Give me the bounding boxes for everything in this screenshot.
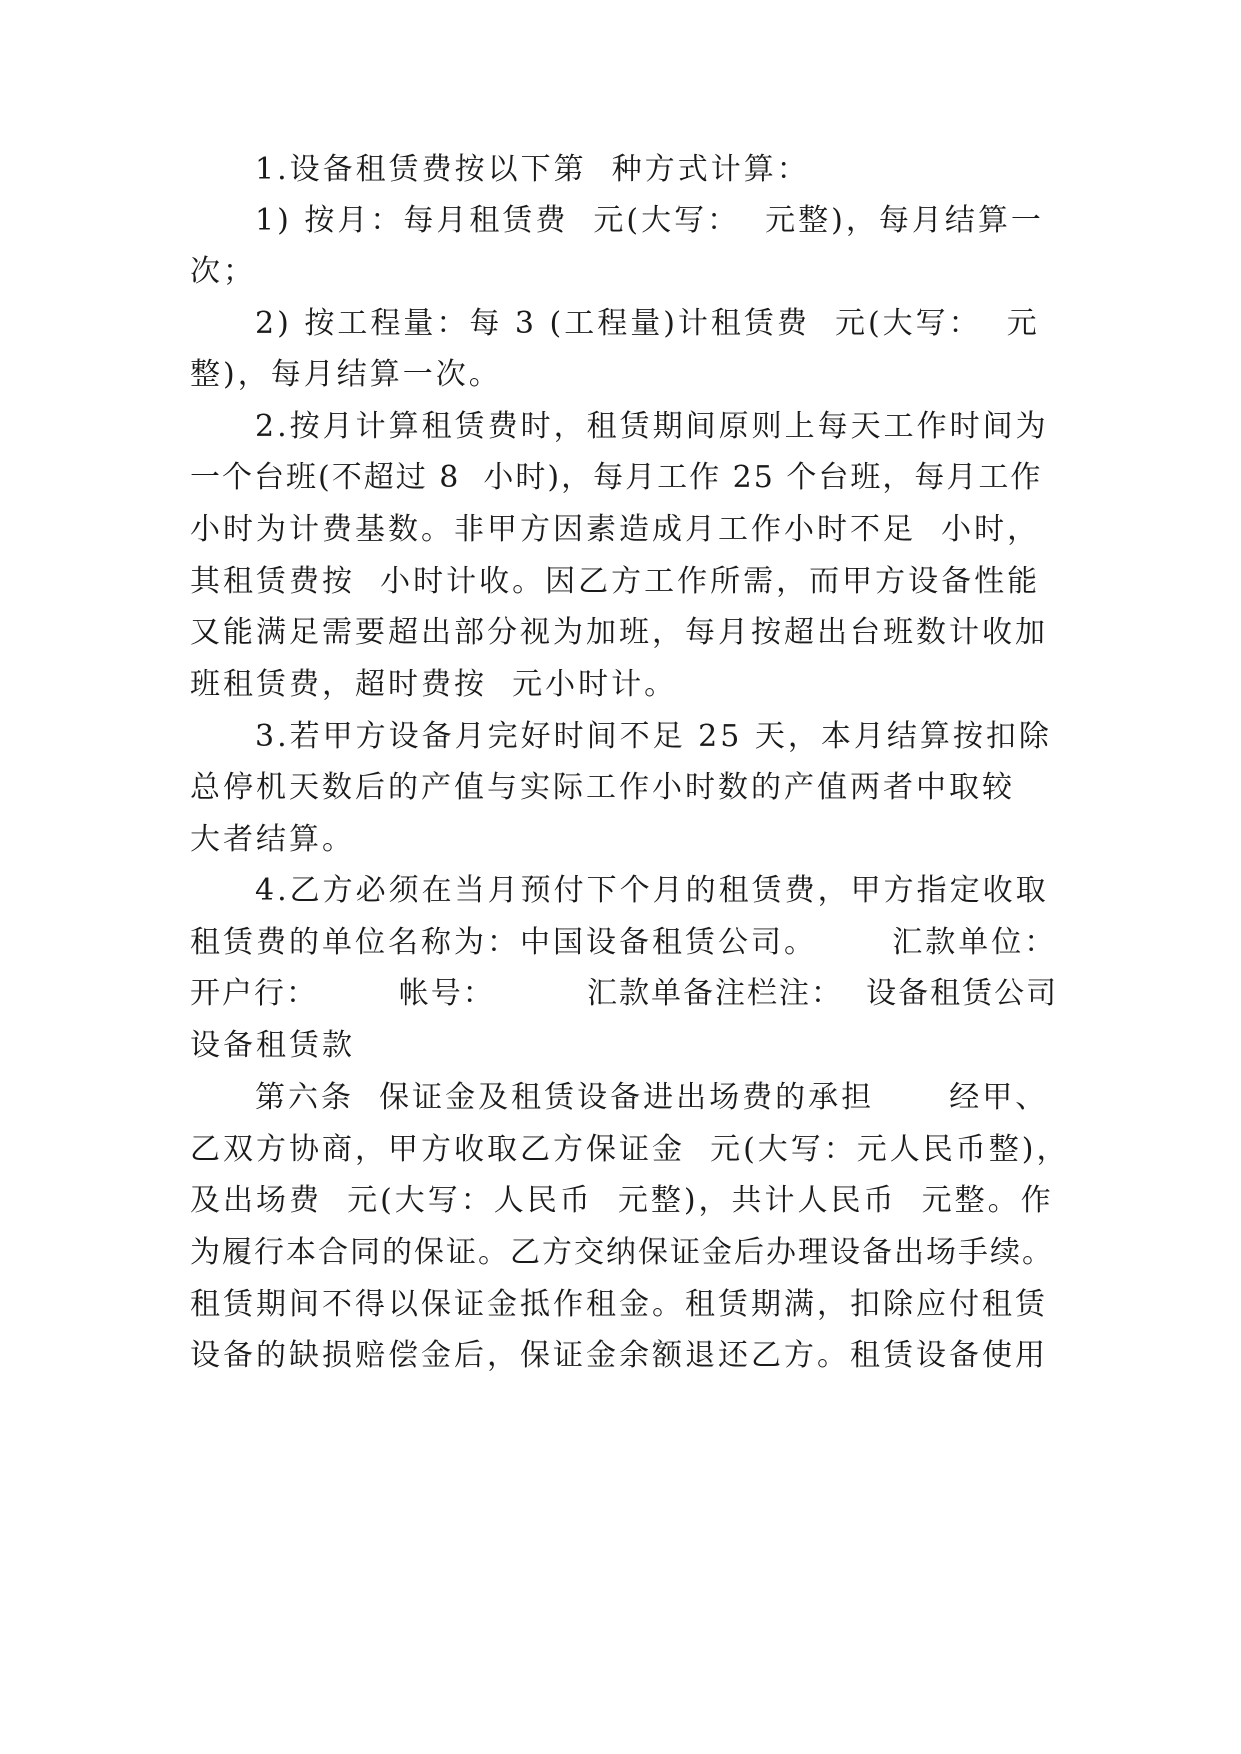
text-line: 大者结算。 xyxy=(190,822,355,857)
text-line: 2) 按工程量：每 3 (工程量)计租赁费 元(大写： 元 xyxy=(255,306,1040,341)
text-line: 一个台班(不超过 8 小时)，每月工作 25 个台班，每月工作 xyxy=(190,460,1043,495)
text-line: 整)，每月结算一次。 xyxy=(190,357,502,392)
text-line: 次； xyxy=(190,254,256,289)
text-line: 及出场费 元(大写：人民币 元整)，共计人民币 元整。作 xyxy=(190,1183,1054,1218)
text-line: 又能满足需要超出部分视为加班，每月按超出台班数计收加 xyxy=(190,615,1048,650)
text-line: 1.设备租赁费按以下第 种方式计算： xyxy=(255,152,810,187)
text-line: 开户行： 帐号： 汇款单备注栏注： 设备租赁公司 xyxy=(190,976,1059,1011)
text-line: 班租赁费，超时费按 元小时计。 xyxy=(190,667,678,702)
text-line: 乙双方协商，甲方收取乙方保证金 元(大写：元人民币整)， xyxy=(190,1132,1070,1167)
text-line: 总停机天数后的产值与实际工作小时数的产值两者中取较 xyxy=(190,770,1015,805)
text-line: 1) 按月：每月租赁费 元(大写： 元整)，每月结算一 xyxy=(255,203,1044,238)
text-line: 为履行本合同的保证。乙方交纳保证金后办理设备出场手续。 xyxy=(190,1235,1054,1270)
text-line: 2.按月计算租赁费时，租赁期间原则上每天工作时间为 xyxy=(255,409,1049,444)
text-line: 小时为计费基数。非甲方因素造成月工作小时不足 小时， xyxy=(190,512,1041,547)
text-line: 租赁费的单位名称为：中国设备租赁公司。 汇款单位： xyxy=(190,925,1058,960)
text-line: 3.若甲方设备月完好时间不足 25 天，本月结算按扣除 xyxy=(255,719,1052,754)
text-line: 租赁期间不得以保证金抵作租金。租赁期满，扣除应付租赁 xyxy=(190,1287,1048,1322)
text-line: 4.乙方必须在当月预付下个月的租赁费，甲方指定收取 xyxy=(255,873,1049,908)
text-line: 第六条 保证金及租赁设备进出场费的承担 经甲、 xyxy=(255,1080,1049,1115)
text-line: 设备租赁款 xyxy=(190,1028,355,1063)
text-line: 其租赁费按 小时计收。因乙方工作所需，而甲方设备性能 xyxy=(190,564,1041,599)
text-line: 设备的缺损赔偿金后，保证金余额退还乙方。租赁设备使用 xyxy=(190,1338,1048,1373)
